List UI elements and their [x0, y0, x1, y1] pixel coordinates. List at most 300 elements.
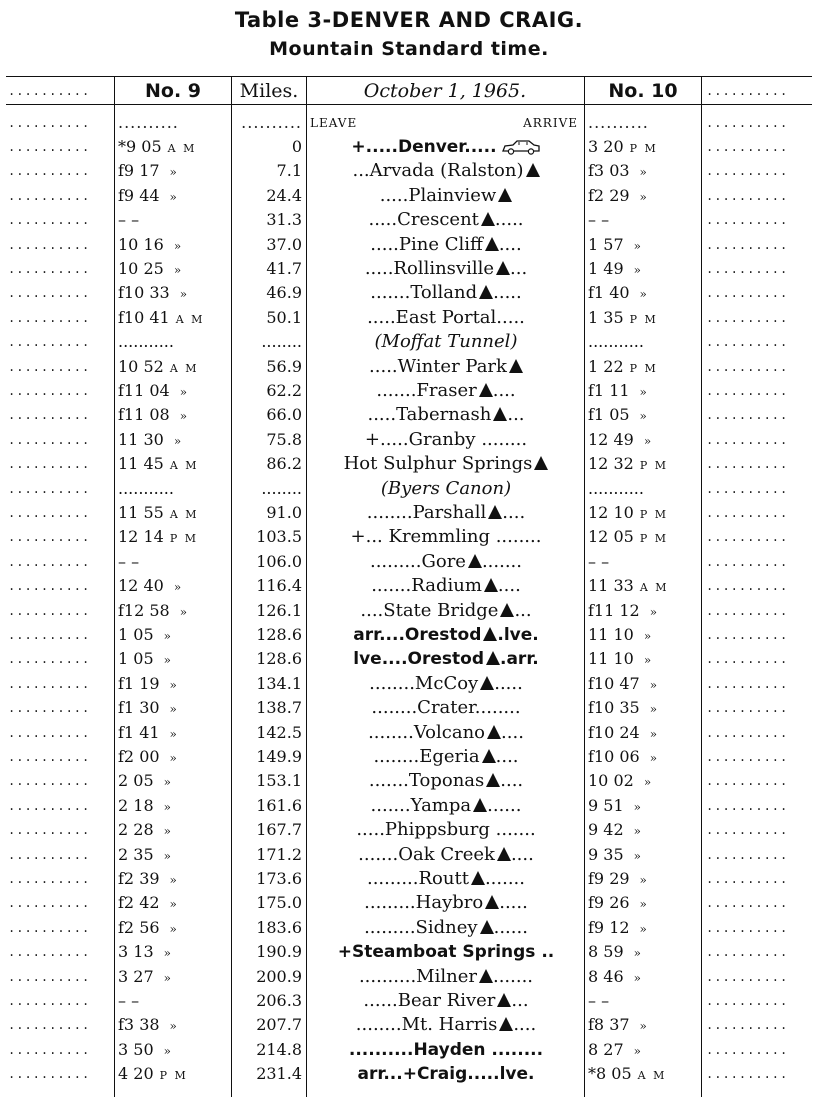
no10-time-value: f8 37: [588, 1015, 630, 1035]
no10-time: [588, 696, 696, 720]
no10-time-value: f3 03: [588, 161, 630, 181]
station-cell: [310, 769, 582, 793]
station-trailing: .....: [494, 209, 524, 231]
miles-value: 91.0: [266, 503, 302, 522]
no10-time: [588, 525, 696, 549]
station-name: ........Egeria: [373, 746, 480, 767]
station-trailing: ....: [498, 233, 522, 255]
no9-time: [118, 916, 228, 940]
dot-leader-left: ..........: [8, 188, 91, 203]
no10-time-value: f10 47: [588, 673, 640, 693]
timetable-row: [0, 184, 818, 208]
no9-time: [118, 1062, 228, 1086]
no9-time-value: 11 45: [118, 454, 164, 474]
timetable-row: [0, 989, 818, 1013]
station-name: .....Plainview: [379, 184, 497, 206]
miles-value: 86.2: [266, 454, 302, 474]
no10-time: [588, 550, 696, 574]
header-dot-leader-left: ..........: [8, 84, 91, 98]
no10-ditto: »: [643, 653, 652, 668]
miles-value: 7.1: [276, 161, 302, 181]
no9-time: [118, 989, 228, 1013]
station-trailing: ....: [495, 746, 519, 767]
dot-leader-right: ..........: [706, 1042, 789, 1057]
timetable-row: [0, 135, 818, 159]
header-no10: No. 10: [608, 80, 678, 102]
no10-ampm: P M: [629, 142, 658, 155]
no10-time-value: 8 59: [588, 942, 624, 962]
dot-leader-right: ..........: [706, 969, 789, 984]
timetable-row: [0, 477, 818, 501]
dot-leader-left: ..........: [8, 213, 91, 228]
no10-time: [588, 306, 696, 330]
timetable-row: [0, 647, 818, 671]
no9-time-value: f1 19: [118, 673, 160, 693]
no10-time: [588, 891, 696, 915]
dot-leader-left: ..........: [8, 408, 91, 423]
station-cell: [310, 233, 582, 257]
dot-leader-right: ..........: [706, 359, 789, 374]
flag-stop-triangle-icon: [486, 773, 500, 787]
station-name: .........Routt: [366, 868, 469, 889]
station-trailing: .....: [494, 672, 523, 694]
no9-time: [118, 477, 228, 501]
flag-stop-triangle-icon: [480, 676, 494, 690]
miles-value: 0: [291, 137, 302, 156]
no9-time-value: 10 25: [118, 259, 164, 278]
no10-time: [588, 452, 696, 476]
dot-leader-left: ..........: [8, 1042, 91, 1057]
station-trailing: ...: [511, 990, 529, 1011]
no10-time: [588, 159, 696, 183]
no9-time-value: 3 50: [118, 1039, 154, 1059]
dot-leader-right: ..........: [706, 945, 789, 960]
no10-ampm: P M: [639, 508, 668, 521]
no9-time: [118, 306, 228, 330]
table-subtitle: Mountain Standard time.: [269, 38, 549, 60]
timetable-row: [0, 550, 818, 574]
station-trailing: ....: [510, 843, 534, 865]
station-trailing: ...: [507, 404, 525, 426]
no9-time: [118, 525, 228, 549]
no10-ditto: »: [633, 946, 641, 961]
no10-time-value: 12 32: [588, 454, 634, 474]
no10-time: [588, 599, 696, 623]
dot-leader-left: ..........: [8, 994, 91, 1008]
flag-stop-triangle-icon: [481, 212, 495, 226]
dot-leader-left: ..........: [8, 384, 91, 398]
no10-ditto: »: [633, 238, 641, 253]
no9-ditto: »: [179, 287, 188, 302]
miles-value: 206.3: [256, 991, 302, 1010]
no9-ditto: »: [169, 873, 177, 887]
dot-leader-right: ..........: [706, 408, 789, 423]
station-name: (Moffat Tunnel): [374, 331, 518, 353]
no10-ampm: P M: [639, 459, 668, 473]
dot-leader-left: ..........: [8, 676, 91, 691]
no9-ditto: »: [169, 702, 177, 717]
station-name: ..........Hayden ........: [348, 1039, 544, 1060]
no10-blank: ..........: [588, 113, 649, 132]
timetable-row: [0, 672, 818, 696]
no9-ditto: »: [169, 165, 177, 180]
dot-leader-left: ..........: [8, 506, 91, 520]
no10-ampm: A M: [639, 581, 669, 595]
top-rule: [6, 76, 812, 77]
no9-time: [118, 794, 228, 818]
flag-stop-triangle-icon: [473, 798, 487, 812]
dot-leader-left: ..........: [8, 750, 91, 764]
station-trailing: ....: [501, 721, 524, 743]
station-name: .......Oak Creek: [358, 843, 495, 865]
timetable-row: [0, 1013, 818, 1037]
station-name: +.....Denver.....: [351, 137, 497, 157]
no10-time: [588, 965, 696, 989]
automobile-icon: [501, 139, 541, 155]
no9-time-value: f11 08: [118, 405, 170, 425]
no10-time-value: f10 35: [588, 698, 640, 718]
station-trailing: ......: [493, 916, 528, 938]
no9-ditto: »: [179, 385, 188, 399]
no9-time: [118, 623, 228, 647]
dot-leader-right: ..........: [706, 384, 789, 398]
miles-value: 41.7: [266, 259, 302, 278]
no9-time-value: 11 55: [118, 503, 164, 522]
dot-leader-right: ..........: [706, 1018, 789, 1033]
flag-stop-triangle-icon: [496, 261, 510, 275]
timetable-row: [0, 208, 818, 232]
no10-ditto: »: [639, 287, 647, 302]
station-name: .......Radium: [371, 575, 482, 597]
no10-time-value: 1 57: [588, 234, 624, 254]
no10-time: [588, 501, 696, 525]
station-trailing: ....: [492, 380, 516, 401]
flag-stop-triangle-icon: [483, 627, 497, 641]
station-name: .....Tabernash: [367, 404, 492, 426]
station-name: .....Phippsburg .......: [356, 819, 536, 841]
miles-value: 24.4: [266, 185, 302, 205]
station-trailing: .......: [492, 965, 534, 987]
no9-time-value: f2 42: [118, 893, 160, 913]
miles-value: 173.6: [256, 869, 302, 888]
dot-leader-left: ..........: [8, 652, 91, 667]
no9-time: [118, 696, 228, 720]
dot-leader-left: ..........: [8, 237, 91, 252]
flag-stop-triangle-icon: [479, 969, 493, 983]
no9-time: [118, 281, 228, 305]
no10-time: [588, 623, 696, 647]
station-trailing: ....: [497, 575, 521, 597]
dot-leader-left: ..........: [8, 359, 91, 374]
flag-stop-triangle-icon: [497, 847, 511, 861]
station-cell: [310, 135, 582, 159]
station-name: +... Kremmling ........: [350, 526, 542, 548]
timetable-row: [0, 403, 818, 427]
no10-time: [588, 672, 696, 696]
no10-time: [588, 940, 696, 964]
miles-value: 183.6: [256, 917, 302, 937]
miles-value: 50.1: [266, 307, 302, 327]
no9-ditto: »: [173, 580, 182, 595]
dot-leader-right: ..........: [706, 896, 789, 911]
no10-time-value: 8 27: [588, 1039, 624, 1059]
no10-ditto: »: [643, 629, 652, 643]
no9-time: [118, 867, 228, 891]
no9-time: [118, 672, 228, 696]
dot-leader-left: ..........: [8, 1018, 91, 1033]
no10-time-value: – –: [588, 991, 610, 1010]
timetable-row: [0, 525, 818, 549]
no10-time-value: 9 35: [588, 844, 624, 864]
no10-time-value: f10 06: [588, 747, 640, 766]
dot-leader-right: ..........: [706, 628, 789, 642]
no10-time-value: 12 10: [588, 503, 634, 522]
no10-time-value: 9 42: [588, 820, 624, 840]
station-cell: [310, 330, 582, 354]
dot-leader-left: ..........: [8, 530, 91, 545]
no9-time-value: – –: [118, 991, 140, 1010]
station-cell: [310, 428, 582, 452]
station-trailing: ....: [502, 502, 526, 523]
timetable-row: [0, 257, 818, 281]
flag-stop-triangle-icon: [486, 651, 500, 665]
station-cell: [310, 843, 582, 867]
no9-time-value: 2 05: [118, 771, 154, 791]
dot-leader-right: ..........: [706, 652, 789, 667]
no10-time-value: ...........: [588, 478, 644, 498]
miles-value: 149.9: [256, 747, 302, 766]
dot-leader-right: ..........: [706, 164, 789, 179]
timetable-row: [0, 355, 818, 379]
station-cell: [310, 159, 582, 183]
no10-time-value: 8 46: [588, 966, 624, 986]
no9-time-value: f11 04: [118, 381, 170, 400]
no10-time-value: f2 29: [588, 185, 630, 205]
timetable-row: [0, 769, 818, 793]
no9-time: [118, 745, 228, 769]
miles-value: 167.7: [256, 820, 302, 840]
station-name: .....East Portal.....: [367, 306, 525, 328]
station-trailing: .arr.: [500, 649, 539, 670]
timetable-row: [0, 1038, 818, 1062]
no10-ditto: »: [643, 775, 652, 790]
no10-ditto: »: [649, 702, 658, 717]
no10-time: [588, 867, 696, 891]
station-name: arr....Orestod: [353, 625, 482, 645]
no10-time: [588, 1062, 696, 1086]
miles-value: 142.5: [256, 722, 302, 742]
no10-ditto: »: [633, 824, 641, 839]
miles-value: 171.2: [256, 844, 302, 864]
no9-time-value: f9 17: [118, 161, 160, 181]
station-trailing: .lve.: [497, 625, 539, 645]
flag-stop-triangle-icon: [484, 578, 498, 592]
no10-time: [588, 135, 696, 159]
no9-time-value: 11 30: [118, 429, 164, 449]
no9-blank: ..........: [118, 113, 179, 132]
timetable-row: [0, 1062, 818, 1086]
dot-leader-right: ..........: [706, 335, 789, 350]
no9-ditto: »: [169, 751, 177, 765]
station-cell: [310, 794, 582, 818]
dot-leader-right: ..........: [706, 530, 789, 545]
no10-time: [588, 257, 696, 281]
no10-time: [588, 477, 696, 501]
dot-leader-right: ..........: [706, 994, 789, 1008]
station-cell: [310, 867, 582, 891]
miles-value: 116.4: [256, 576, 302, 596]
miles-value: 175.0: [256, 893, 302, 913]
no9-ditto: »: [163, 970, 171, 985]
no9-ditto: »: [163, 848, 171, 863]
no10-ditto: »: [639, 385, 647, 399]
no10-ampm: P M: [639, 532, 668, 546]
timetable-row: [0, 696, 818, 720]
no9-time: [118, 599, 228, 623]
no10-ditto: »: [639, 189, 647, 204]
no10-time-value: 11 10: [588, 625, 634, 644]
no10-ditto: »: [633, 970, 641, 985]
no10-time: [588, 769, 696, 793]
no10-time: [588, 818, 696, 842]
header-date: October 1, 1965.: [363, 80, 527, 102]
station-cell: [310, 721, 582, 745]
dot-leader-left: ..........: [8, 774, 91, 789]
dot-leader-right: ..........: [706, 774, 789, 789]
station-cell: [310, 306, 582, 330]
no9-time-value: ...........: [118, 332, 174, 352]
station-trailing: ....: [500, 770, 524, 792]
no9-time-value: 2 28: [118, 820, 154, 840]
dot-leader-left: ..........: [8, 896, 91, 911]
flag-stop-triangle-icon: [509, 359, 523, 373]
dot-leader-left: ..........: [8, 554, 91, 569]
timetable-row: [0, 940, 818, 964]
station-cell: [310, 1013, 582, 1037]
dot-leader-left: ..........: [8, 628, 91, 642]
no9-time-value: f10 33: [118, 283, 170, 303]
dot-leader-left: ..........: [8, 969, 91, 984]
no10-ditto: »: [633, 1043, 641, 1058]
no9-time-value: – –: [118, 210, 140, 230]
station-trailing: .....: [499, 892, 528, 914]
dot-leader-left: ..........: [8, 457, 91, 472]
no9-time-value: 1 05: [118, 625, 154, 644]
no9-ditto: »: [173, 433, 182, 448]
timetable-row: [0, 623, 818, 647]
timetable-row: [0, 330, 818, 354]
dot-leader-left: ..........: [8, 310, 91, 325]
dot-leader-left: ..........: [8, 335, 91, 350]
no10-ampm: P M: [629, 361, 658, 375]
station-name: ........Parshall: [366, 502, 487, 523]
no10-time: [588, 794, 696, 818]
dot-leader-left: ..........: [8, 262, 91, 276]
station-cell: [310, 501, 582, 525]
dot-leader-left: ..........: [8, 823, 91, 838]
miles-value: 75.8: [266, 429, 302, 449]
dot-leader-right: ..........: [706, 286, 789, 301]
no9-ditto: »: [163, 824, 171, 839]
no10-time-value: 11 10: [588, 649, 634, 669]
header-no9: No. 9: [144, 80, 201, 102]
miles-value: 231.4: [256, 1064, 302, 1084]
no10-ditto: »: [649, 751, 658, 765]
flag-stop-triangle-icon: [480, 920, 494, 934]
station-cell: [310, 940, 582, 964]
no9-ditto: »: [173, 238, 182, 253]
dot-leader-right: ..........: [706, 140, 789, 154]
no9-time-value: 4 20: [118, 1064, 154, 1084]
no9-time: [118, 184, 228, 208]
dot-leader-right: ..........: [706, 920, 789, 935]
station-cell: [310, 965, 582, 989]
dot-leader-left: ..........: [8, 725, 91, 740]
no10-time: [588, 184, 696, 208]
miles-value: 106.0: [256, 551, 302, 571]
no9-time: [118, 647, 228, 671]
station-cell: [310, 208, 582, 232]
station-name: .......Fraser: [376, 380, 477, 401]
no9-time-value: 3 13: [118, 942, 154, 962]
no9-time: [118, 257, 228, 281]
flag-stop-triangle-icon: [487, 725, 501, 739]
no10-time-value: f1 05: [588, 405, 630, 425]
header-rule: [6, 104, 812, 105]
station-cell: [310, 477, 582, 501]
station-cell: [310, 550, 582, 574]
no9-time: [118, 1038, 228, 1062]
no9-time: [118, 452, 228, 476]
dot-leader-right: ..........: [706, 116, 789, 130]
no9-ampm: A M: [169, 459, 199, 473]
no10-ditto: »: [649, 604, 658, 619]
no10-ditto: »: [649, 726, 658, 741]
no9-ampm: A M: [169, 508, 199, 521]
timetable-row: [0, 818, 818, 842]
miles-value: 56.9: [266, 356, 302, 376]
no9-time-value: 3 27: [118, 966, 154, 986]
dot-leader-left: ..........: [8, 116, 91, 130]
miles-value: ........: [261, 478, 302, 498]
flag-stop-triangle-icon: [468, 554, 482, 568]
no9-time-value: f2 39: [118, 869, 160, 888]
miles-value: 200.9: [256, 966, 302, 986]
no10-time-value: f11 12: [588, 600, 640, 620]
no10-ditto: »: [639, 897, 647, 912]
no9-time-value: 2 18: [118, 795, 154, 815]
no9-ditto: »: [163, 946, 171, 961]
station-cell: [310, 891, 582, 915]
no10-time: [588, 403, 696, 427]
station-cell: [310, 989, 582, 1013]
dot-leader-right: ..........: [706, 823, 789, 838]
station-name: ........Mt. Harris: [355, 1014, 498, 1036]
header-miles: Miles.: [239, 80, 299, 102]
no10-time: [588, 574, 696, 598]
no10-time-value: 10 02: [588, 771, 634, 791]
no9-ditto: »: [169, 189, 177, 204]
timetable-row: [0, 159, 818, 183]
station-cell: [310, 525, 582, 549]
station-trailing: .......: [481, 550, 523, 572]
station-name: lve....Orestod: [353, 649, 484, 670]
station-name: ........McCoy: [369, 672, 479, 694]
no10-time-value: 11 33: [588, 576, 634, 596]
table-title: Table 3-DENVER AND CRAIG.: [234, 8, 584, 32]
timetable-row: [0, 281, 818, 305]
no10-time: [588, 379, 696, 403]
